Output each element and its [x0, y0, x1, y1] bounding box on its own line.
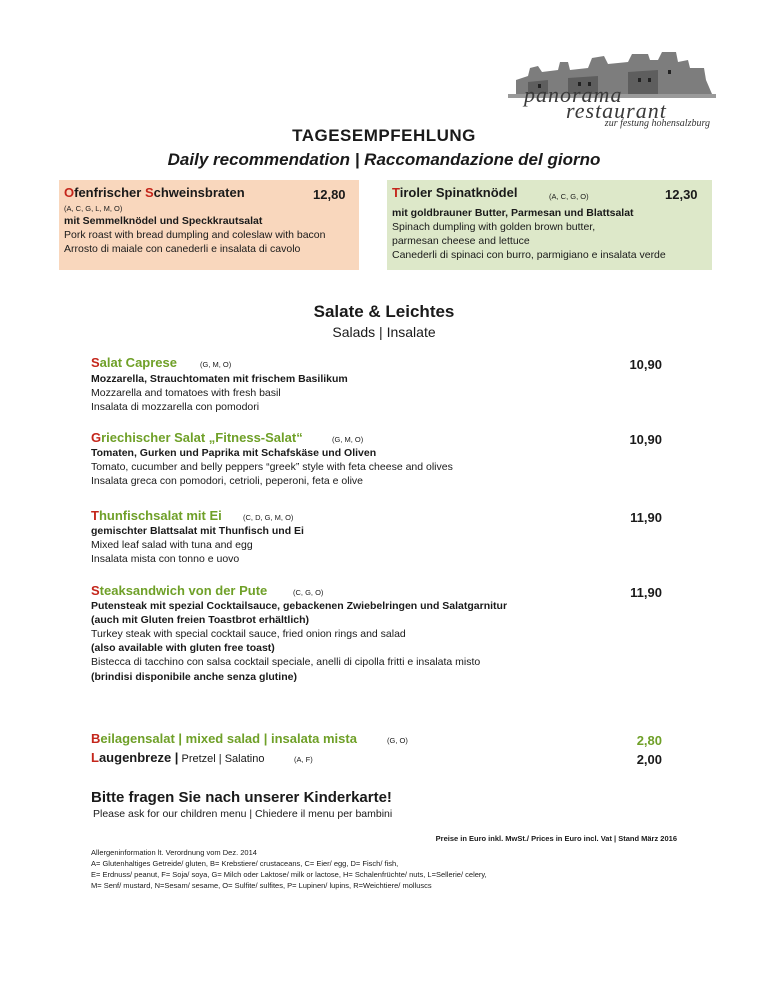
daily-right-line: Spinach dumpling with golden brown butter,	[392, 221, 596, 233]
menu-item-line: (also available with gluten free toast)	[91, 642, 275, 654]
daily-left-allergens: (A, C, G, L, M, O)	[64, 204, 123, 213]
menu-item-name: Griechischer Salat „Fitness-Salat“	[91, 430, 303, 445]
side-item-name: Laugenbreze | Pretzel | Salatino	[91, 750, 265, 765]
daily-right-price: 12,30	[665, 187, 698, 202]
children-menu-subtitle: Please ask for our children menu | Chiedere il menu per bambini	[93, 808, 393, 820]
daily-right-line: Canederli di spinaci con burro, parmigiano e insalata verde	[392, 249, 666, 261]
daily-left-title: Ofenfrischer Schweinsbraten	[64, 185, 245, 200]
logo-subtitle: zur festung hohensalzburg	[604, 118, 710, 129]
daily-special-left	[59, 180, 359, 270]
page-subtitle: Daily recommendation | Raccomandazione del giorno	[167, 150, 601, 169]
daily-left-line: Arrosto di maiale con canederli e insalata di cavolo	[64, 243, 301, 255]
menu-item-line: (auch mit Gluten freien Toastbrot erhältlich)	[91, 614, 309, 626]
menu-item-price: 10,90	[629, 432, 662, 447]
menu-item-line: Insalata greca con pomodori, cetrioli, peperoni, feta e olive	[91, 475, 363, 487]
menu-item-allergens: (C, D, G, M, O)	[243, 513, 294, 522]
menu-item-line: Bistecca di tacchino con salsa cocktail speciale, anelli di cipolla fritti e insalata misto	[91, 656, 481, 668]
menu-item-name: Thunfischsalat mit Ei	[91, 508, 222, 523]
menu-item-line: Mixed leaf salad with tuna and egg	[91, 539, 253, 551]
restaurant-logo	[508, 50, 716, 130]
side-item-price: 2,00	[636, 752, 662, 767]
menu-item-line: Insalata di mozzarella con pomodori	[91, 401, 260, 413]
menu-item-name: Salat Caprese	[91, 355, 177, 370]
logo-word-restaurant: restaurant	[566, 98, 667, 123]
allergen-info-line: M= Senf/ mustard, N=Sesam/ sesame, O= Sulfite/ sulfites, P= Lupinen/ lupins, R=Weichtiere/ molluscs	[91, 881, 432, 890]
side-item-allergens: (A, F)	[294, 755, 313, 764]
daily-right-allergens: (A, C, G, O)	[549, 192, 589, 201]
menu-item-line: Turkey steak with special cocktail sauce, fried onion rings and salad	[91, 628, 406, 640]
menu-item-allergens: (G, M, O)	[200, 360, 232, 369]
allergen-info-line: A= Glutenhaltiges Getreide/ gluten, B= Krebstiere/ crustaceans, C= Eier/ egg, D= Fisch/ fish,	[91, 859, 399, 868]
side-item-name: Beilagensalat | mixed salad | insalata mista	[91, 731, 357, 746]
menu-item-price: 11,90	[630, 510, 662, 525]
allergen-info-line: Allergeninformation lt. Verordnung vom Dez. 2014	[91, 848, 257, 857]
section-title: Salate & Leichtes	[313, 302, 455, 321]
logo-word-panorama: panorama	[524, 82, 623, 107]
menu-item-line: (brindisi disponibile anche senza glutine)	[91, 671, 297, 683]
price-note: Preise in Euro inkl. MwSt./ Prices in Euro incl. Vat | Stand März 2016	[435, 834, 677, 843]
menu-item-line: Tomato, cucumber and belly peppers “greek” style with feta cheese and olives	[91, 461, 453, 473]
side-item-price: 2,80	[636, 733, 662, 748]
menu-item-line: Tomaten, Gurken und Paprika mit Schafskäse und Oliven	[91, 447, 377, 459]
side-item-allergens: (G, O)	[387, 736, 408, 745]
page-title: TAGESEMPFEHLUNG	[292, 126, 476, 145]
daily-special-right	[387, 180, 712, 270]
menu-item-line: Insalata mista con tonno e uovo	[91, 553, 240, 565]
menu-item-price: 11,90	[630, 585, 662, 600]
children-menu-heading: Bitte fragen Sie nach unserer Kinderkarte!	[91, 789, 392, 806]
allergen-info-line: E= Erdnuss/ peanut, F= Soja/ soya, G= Milch oder Laktose/ milk or lactose, H= Schalenfrüchte/ nuts, L=Sellerie/ celery,	[91, 870, 487, 879]
menu-item-line: Mozzarella and tomatoes with fresh basil	[91, 387, 281, 399]
menu-item-price: 10,90	[629, 357, 662, 372]
daily-right-title: Tiroler Spinatknödel	[392, 185, 518, 200]
menu-item-line: Putensteak mit spezial Cocktailsauce, gebackenen Zwiebelringen und Salatgarnitur	[91, 600, 508, 612]
menu-item-line: Mozzarella, Strauchtomaten mit frischem Basilikum	[91, 373, 348, 385]
menu-item-allergens: (G, M, O)	[332, 435, 364, 444]
section-subtitle: Salads | Insalate	[332, 324, 436, 340]
menu-item-name: Steaksandwich von der Pute	[91, 583, 268, 598]
daily-left-price: 12,80	[313, 187, 346, 202]
daily-right-line: mit goldbrauner Butter, Parmesan und Blattsalat	[392, 207, 634, 219]
daily-left-line: Pork roast with bread dumpling and coleslaw with bacon	[64, 229, 326, 241]
menu-item-line: gemischter Blattsalat mit Thunfisch und Ei	[91, 525, 304, 537]
daily-left-line: mit Semmelknödel und Speckkrautsalat	[64, 215, 263, 227]
daily-right-line: parmesan cheese and lettuce	[392, 235, 530, 247]
menu-item-allergens: (C, G, O)	[293, 588, 324, 597]
